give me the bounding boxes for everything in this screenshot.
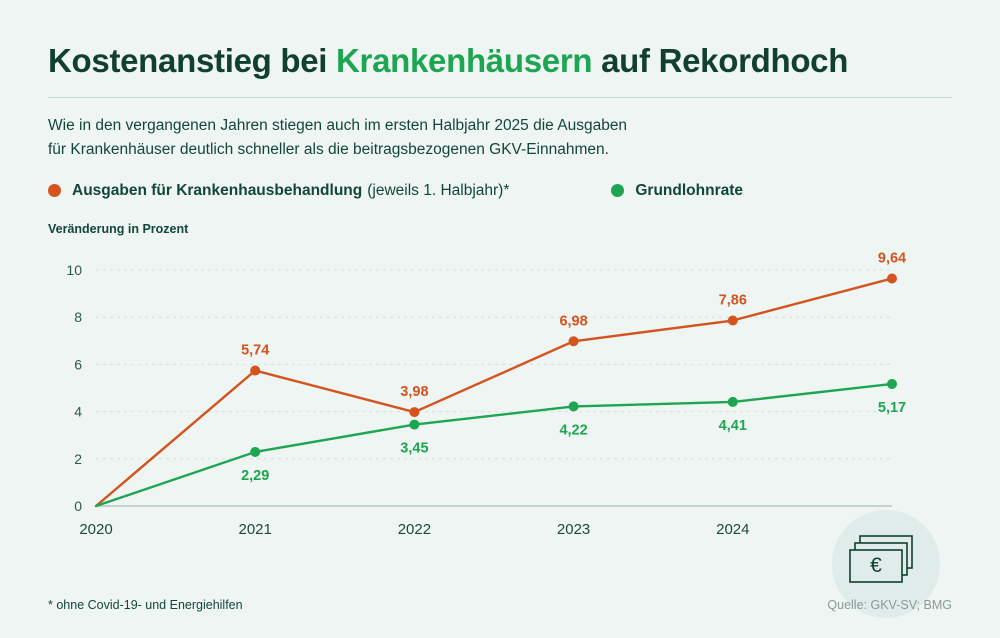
x-tick-label: 2022 bbox=[397, 520, 432, 538]
series-line bbox=[96, 278, 892, 506]
data-point-marker[interactable] bbox=[409, 420, 419, 430]
y-tick-label: 6 bbox=[74, 356, 82, 373]
data-point-label: 4,41 bbox=[718, 417, 747, 434]
chart-point-labels bbox=[241, 250, 906, 483]
data-point-label: 3,98 bbox=[400, 384, 429, 401]
chart-series-group bbox=[96, 273, 897, 506]
data-point-marker[interactable] bbox=[887, 379, 897, 389]
footnote: * ohne Covid-19- und Energiehilfen bbox=[48, 598, 243, 612]
chart-y-tick-labels bbox=[66, 262, 82, 514]
y-axis-title: Veränderung in Prozent bbox=[48, 221, 189, 236]
line-chart bbox=[48, 242, 952, 562]
data-point-marker[interactable] bbox=[409, 407, 419, 417]
x-tick-label: 2020 bbox=[79, 520, 113, 538]
x-tick-label: 2024 bbox=[716, 520, 750, 538]
data-point-label: 7,86 bbox=[718, 292, 747, 309]
legend-item-grundlohnrate bbox=[611, 182, 743, 200]
legend-item-ausgaben bbox=[48, 182, 509, 200]
chart-gridlines bbox=[96, 270, 892, 506]
x-tick-label: 2023 bbox=[556, 520, 591, 538]
data-point-marker[interactable] bbox=[250, 366, 260, 376]
data-point-marker[interactable] bbox=[569, 336, 579, 346]
x-tick-label: 2021 bbox=[238, 520, 272, 538]
data-point-marker[interactable] bbox=[569, 401, 579, 411]
page-title bbox=[48, 42, 952, 81]
y-tick-label: 8 bbox=[74, 309, 82, 326]
legend-label-grundlohnrate: Grundlohnrate bbox=[635, 181, 744, 199]
chart-footer bbox=[48, 598, 952, 612]
legend-dot-icon-grundlohnrate bbox=[611, 184, 624, 197]
title-part-1: Kostenanstieg bei bbox=[48, 42, 336, 79]
data-point-label: 5,74 bbox=[241, 342, 270, 359]
data-point-label: 9,64 bbox=[877, 250, 907, 267]
data-point-marker[interactable] bbox=[887, 273, 897, 283]
y-tick-label: 2 bbox=[74, 450, 82, 467]
legend-note-ausgaben: (jeweils 1. Halbjahr)* bbox=[367, 181, 510, 199]
legend-label-ausgaben: Ausgaben für Krankenhausbehandlung bbox=[72, 181, 363, 199]
data-point-label: 6,98 bbox=[559, 313, 588, 330]
chart-area bbox=[48, 242, 952, 577]
y-tick-label: 0 bbox=[74, 497, 82, 514]
chart-x-tick-labels bbox=[79, 521, 908, 538]
source-note: Quelle: GKV-SV; BMG bbox=[827, 598, 952, 612]
svg-text:€: € bbox=[870, 553, 882, 577]
data-point-label: 3,45 bbox=[400, 440, 429, 457]
subtitle-line-2: für Krankenhäuser deutlich schneller als die beitragsbezogenen GKV-Einnahmen. bbox=[48, 140, 609, 158]
data-point-label: 2,29 bbox=[241, 467, 270, 484]
data-point-label: 5,17 bbox=[877, 399, 907, 416]
data-point-marker[interactable] bbox=[728, 397, 738, 407]
legend-dot-icon-ausgaben bbox=[48, 184, 61, 197]
y-tick-label: 10 bbox=[66, 261, 82, 278]
data-point-label: 4,22 bbox=[559, 422, 588, 439]
chart-legend bbox=[48, 182, 952, 200]
subtitle-line-1: Wie in den vergangenen Jahren stiegen auch im ersten Halbjahr 2025 die Ausgaben bbox=[48, 116, 628, 134]
subtitle bbox=[48, 114, 808, 162]
data-point-marker[interactable] bbox=[250, 447, 260, 457]
series-line bbox=[96, 384, 892, 506]
title-part-2: auf Rekordhoch bbox=[592, 42, 849, 79]
y-tick-label: 4 bbox=[74, 403, 82, 420]
title-highlight: Krankenhäusern bbox=[336, 42, 593, 79]
title-divider bbox=[48, 97, 952, 98]
data-point-marker[interactable] bbox=[728, 315, 738, 325]
